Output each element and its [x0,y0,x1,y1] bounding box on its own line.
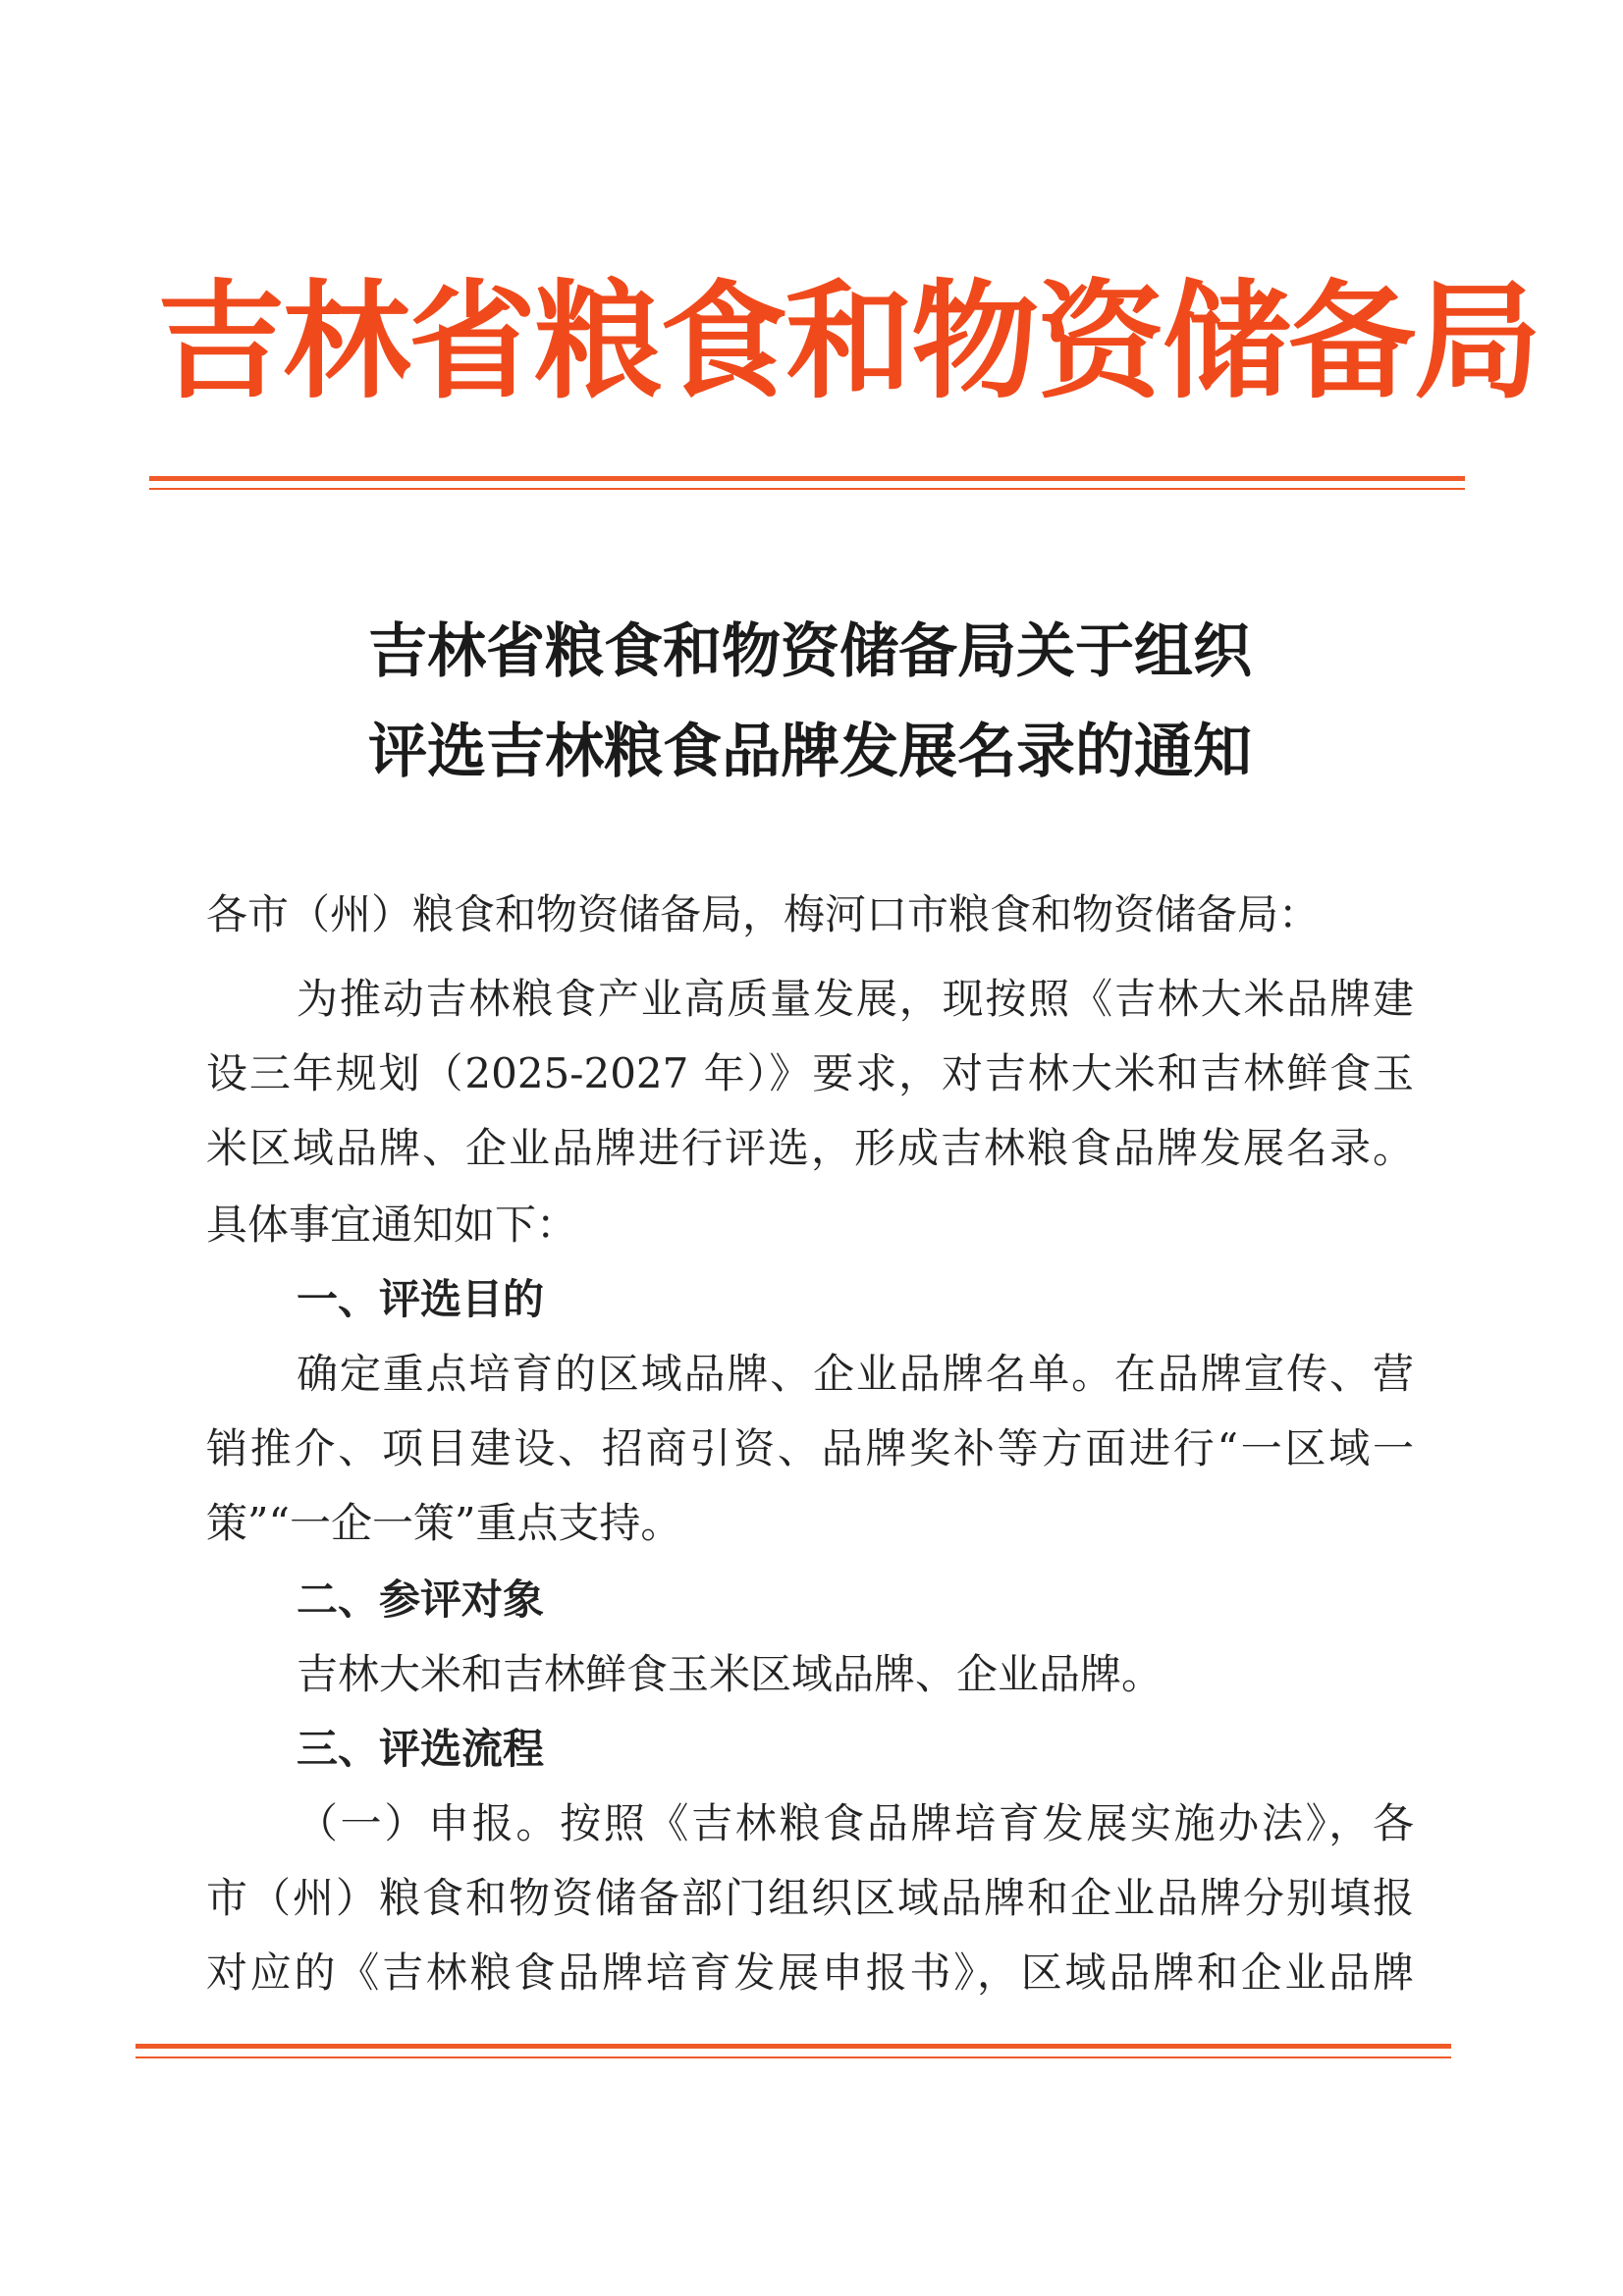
section-2-heading: 二、参评对象 [297,1575,545,1624]
intro-line-4: 具体事宜通知如下： [206,1201,578,1249]
section-1-line-2: 销推介、项目建设、招商引资、品牌奖补等方面进行“一区域一 [206,1424,1414,1472]
masthead-rule-thick [149,476,1465,481]
section-1-line-3: 策”“一企一策”重点支持。 [206,1499,682,1547]
section-3-heading: 三、评选流程 [297,1725,545,1773]
footer-rule-thin [135,2056,1451,2058]
section-3-line-1: （一）申报。按照《吉林粮食品牌培育发展实施办法》，各 [297,1799,1414,1847]
document-title-line-2: 评选吉林粮食品牌发展名录的通知 [368,718,1252,786]
section-3-line-3: 对应的《吉林粮食品牌培育发展申报书》，区域品牌和企业品牌 [206,1949,1414,1997]
section-1-heading: 一、评选目的 [297,1275,545,1323]
intro-line-3: 米区域品牌、企业品牌进行评选，形成吉林粮食品牌发展名录。 [206,1124,1414,1172]
document-title-line-1: 吉林省粮食和物资储备局关于组织 [368,617,1252,686]
intro-line-2: 设三年规划（2025-2027 年）》要求，对吉林大米和吉林鲜食玉 [206,1049,1414,1097]
masthead-org-name: 吉林省粮食和物资储备局 [157,267,1541,416]
section-2-line-1: 吉林大米和吉林鲜食玉米区域品牌、企业品牌。 [297,1650,1163,1698]
intro-line-1: 为推动吉林粮食产业高质量发展，现按照《吉林大米品牌建 [297,975,1414,1023]
salutation: 各市（州）粮食和物资储备局，梅河口市粮食和物资储备局： [206,890,1321,938]
footer-rule-thick [135,2044,1451,2049]
section-3-line-2: 市（州）粮食和物资储备部门组织区域品牌和企业品牌分别填报 [206,1874,1414,1922]
masthead-rule-thin [149,488,1465,490]
section-1-line-1: 确定重点培育的区域品牌、企业品牌名单。在品牌宣传、营 [297,1350,1414,1398]
